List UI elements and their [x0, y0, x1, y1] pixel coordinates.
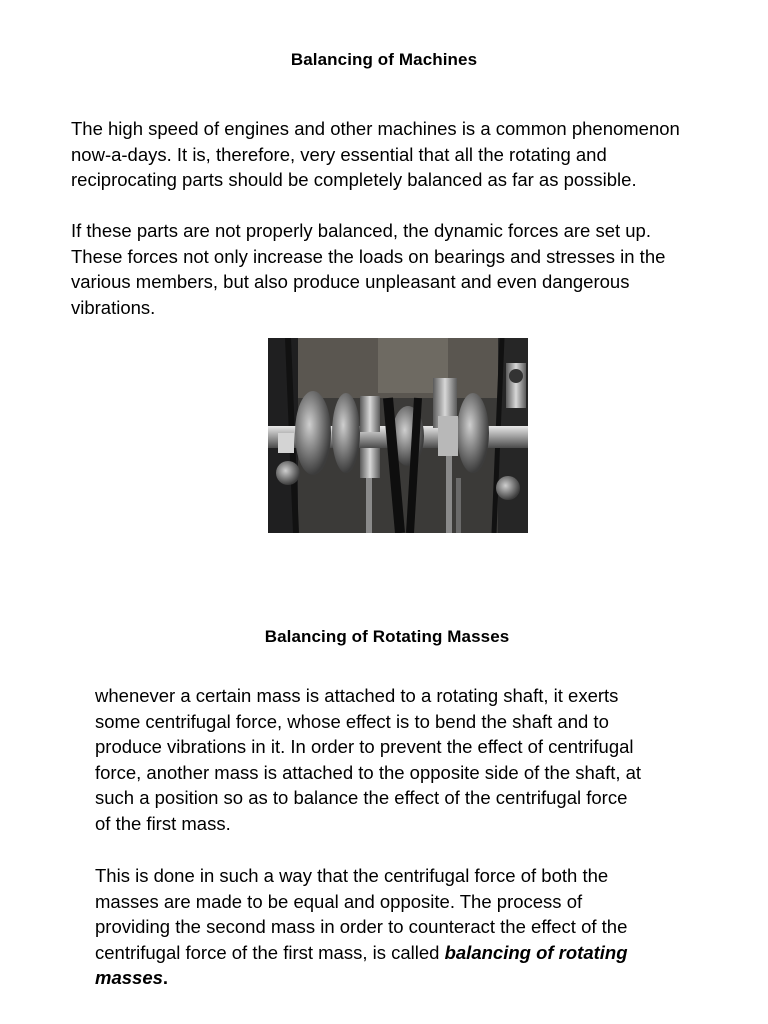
text-line: vibrations.	[71, 296, 156, 318]
intro-paragraph-1	[71, 116, 680, 193]
text-line: of the first mass.	[95, 812, 231, 834]
text-line: reciprocating parts should be completely balanced as far as possible.	[71, 169, 637, 190]
text-line	[95, 965, 628, 991]
emphasis-term: balancing of rotating	[444, 941, 628, 963]
text-line: masses are made to be equal and opposite. The process of	[95, 890, 583, 912]
text-line: produce vibrations in it. In order to prevent the effect of centrifugal	[95, 736, 634, 757]
section-title: Balancing of Rotating Masses	[264, 627, 510, 646]
section-paragraph-2	[95, 863, 628, 991]
crankshaft-balancing-photo	[268, 338, 528, 533]
text-line: such a position so as to balance the effect of the centrifugal force	[95, 787, 628, 808]
text-line: This is done in such a way that the centrifugal force of both the	[95, 865, 609, 886]
text-fragment: .	[162, 967, 169, 988]
intro-paragraph-2	[71, 218, 665, 320]
text-line: The high speed of engines and other machines is a common phenomenon	[71, 118, 680, 139]
text-line: force, another mass is attached to the opposite side of the shaft, at	[95, 761, 642, 783]
text-line: various members, but also produce unpleasant and even dangerous	[71, 271, 630, 292]
text-line: If these parts are not properly balanced, the dynamic forces are set up.	[71, 220, 651, 241]
document-title: Balancing of Machines	[290, 50, 478, 69]
text-line: providing the second mass in order to counteract the effect of the	[95, 916, 628, 937]
text-line	[95, 940, 628, 966]
text-line: some centrifugal force, whose effect is to bend the shaft and to	[95, 710, 609, 732]
section-paragraph-1	[95, 683, 641, 836]
text-line: These forces not only increase the loads on bearings and stresses in the	[71, 245, 666, 267]
text-line: now-a-days. It is, therefore, very essential that all the rotating and	[71, 143, 607, 165]
text-fragment: centrifugal force of the first mass, is called	[95, 941, 445, 963]
text-line: whenever a certain mass is attached to a rotating shaft, it exerts	[95, 685, 619, 706]
emphasis-term: masses	[95, 967, 163, 988]
